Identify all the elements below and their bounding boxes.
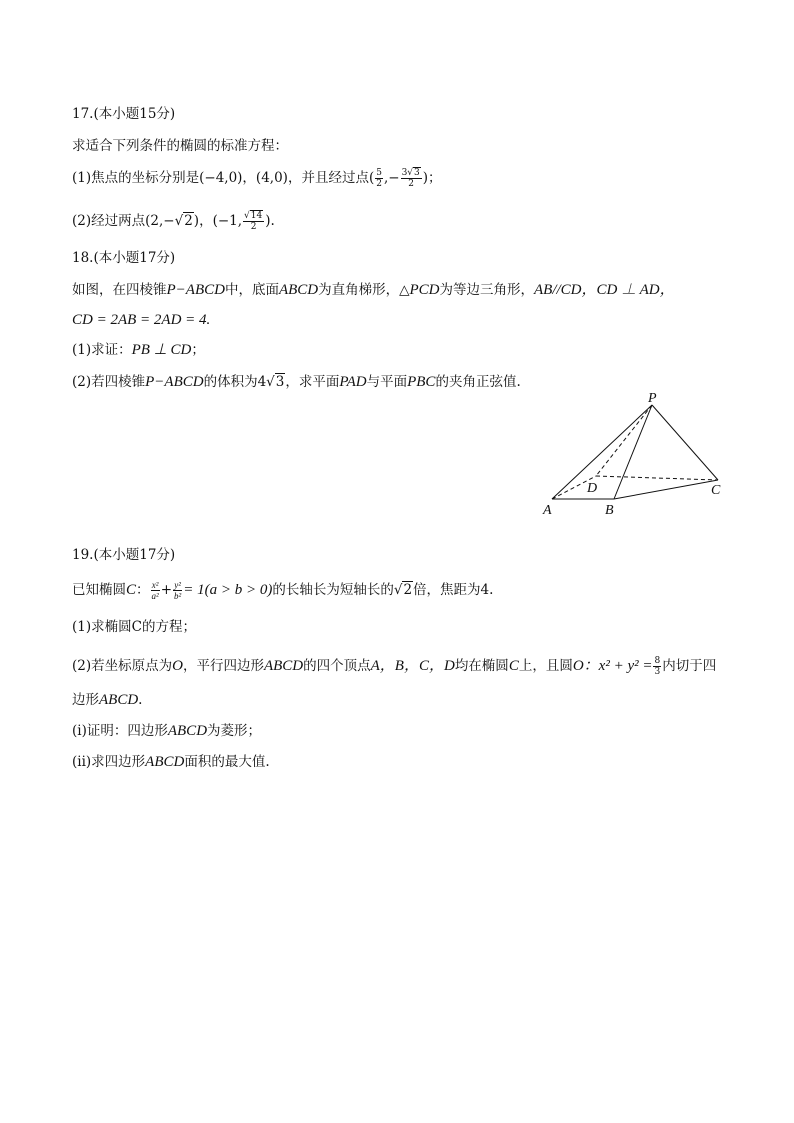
text: 的长轴长为短轴长的 [272, 582, 394, 598]
frac-x [151, 580, 160, 601]
q17-part1 [72, 168, 442, 189]
q18-stem-line2 [72, 310, 210, 330]
sqrt-arg: 3 [414, 168, 420, 178]
math: PB ⊥ CD [131, 342, 192, 358]
sqrt-arg: 3 [275, 374, 285, 390]
math: O：x² + y² = [572, 658, 653, 674]
math: ABCD [278, 282, 319, 298]
text: 如图，在四棱锥 [72, 282, 167, 298]
math: C [126, 582, 137, 598]
label-C: C [711, 483, 721, 498]
math: PCD [409, 282, 440, 298]
q17-p2-suffix: ). [265, 213, 275, 229]
frac-num: 3√3 [401, 168, 420, 178]
text: 为等边三角形， [439, 282, 535, 298]
q17-p1-frac1 [375, 168, 383, 189]
math: ABCD [167, 723, 208, 739]
text: 倍，焦距为4. [413, 582, 494, 598]
q19-header: 19.(本小题17分) [72, 547, 176, 563]
q17-p1-frac2 [401, 168, 422, 189]
frac-num: x² [151, 580, 159, 590]
math: P−ABCD [166, 282, 225, 298]
math: A，B，C，D [370, 658, 455, 674]
q17-p2-prefix: (2)经过两点(2,− [72, 213, 175, 229]
q19-sub1 [72, 721, 261, 741]
text: ，求平面 [285, 374, 340, 390]
q17-p1-prefix: (1)焦点的坐标分别是(−4,0)，(4,0)，并且经过点( [72, 170, 375, 186]
math: P−ABCD [145, 374, 204, 390]
sqrt-arg: 2 [403, 582, 413, 598]
math: C [508, 658, 519, 674]
q17-header: 17.(本小题15分) [72, 106, 176, 122]
math: ABCD [99, 692, 139, 708]
q19-part2-line1 [72, 656, 716, 677]
label-D: D [587, 481, 598, 496]
text: 与平面 [366, 374, 408, 390]
label-P: P [648, 393, 657, 406]
q18-header: 18.(本小题17分) [72, 250, 176, 266]
frac-num: 5 [376, 168, 382, 178]
text: 的四个顶点 [303, 658, 371, 674]
q19-sub2 [72, 752, 270, 772]
frac-den: a² [151, 591, 159, 601]
math: ABCD [145, 754, 185, 770]
q17-p1-suffix: )； [422, 170, 442, 186]
frac-num: √14 [244, 211, 263, 221]
frac-y [173, 580, 182, 601]
text: 边形 [72, 692, 99, 708]
text: 面积的最大值. [184, 754, 270, 770]
q17-p1-mid: ,− [383, 170, 400, 186]
q19-part2-line2 [72, 690, 142, 710]
q19-part1: (1)求椭圆C的方程； [72, 619, 196, 635]
math: = 1(a > b > 0) [183, 582, 273, 598]
math: PBC [407, 374, 436, 390]
text: (ii)求四边形 [72, 754, 146, 770]
sqrt-arg: 2 [184, 213, 193, 229]
text: 内切于四 [662, 658, 717, 674]
math: AB//CD，CD ⊥ AD， [534, 282, 675, 298]
q17-part2: (2)经过两点(2,−√2)，(−1, $\frac{√14}{2}$ ). [72, 211, 275, 232]
frac-num: 8 [654, 656, 661, 666]
q18-part1 [72, 340, 205, 360]
frac-den: 2 [250, 222, 257, 232]
q18-part2: (2)若四棱锥P−ABCD的体积为4√3，求平面PAD与平面PBC的夹角正弦值. [72, 374, 521, 390]
edge-DC [596, 476, 718, 480]
label-B: B [605, 503, 614, 518]
frac-den: 3 [654, 667, 661, 677]
text: 上，且圆 [518, 658, 573, 674]
text: 均在椭圆 [454, 658, 509, 674]
edge-PD [596, 405, 652, 476]
text: (i)证明：四边形 [72, 723, 168, 739]
q18-stem-line1 [72, 280, 675, 300]
text: (1)求证： [72, 342, 132, 358]
edge-PC [652, 405, 718, 480]
text: 为直角梯形，△ [318, 282, 410, 298]
text: ，平行四边形 [182, 658, 264, 674]
math: ABCD [263, 658, 304, 674]
q17-p2-mid: )，(−1, [193, 213, 243, 229]
label-A: A [543, 503, 552, 518]
text: 为菱形； [207, 723, 262, 739]
frac-den: 2 [376, 179, 382, 189]
text: 已知椭圆 [72, 582, 126, 598]
text: . [138, 692, 143, 708]
pyramid-figure [540, 393, 730, 518]
frac-den: b² [174, 591, 182, 601]
math: PAD [339, 374, 367, 390]
q19-stem: 已知椭圆C： $\frac{\text{x²}}{\text{a²}}$ + $\frac{\text{y²}}{\text{b²}}$ = 1(a > b > 0)的长轴长为短轴长的√2倍，焦距为4. [72, 580, 494, 601]
text: ； [191, 342, 205, 358]
q17-p2-frac [243, 211, 264, 232]
edge-PA [552, 405, 652, 499]
frac-r [653, 656, 661, 677]
frac-den: 2 [408, 179, 415, 189]
text: 的体积为4 [203, 374, 267, 390]
edge-PB [614, 405, 652, 499]
frac-num: y² [174, 580, 181, 590]
text: 中，底面 [224, 282, 279, 298]
coef: 3 [401, 168, 408, 178]
text: 的夹角正弦值. [435, 374, 521, 390]
edge-BC [614, 480, 718, 499]
text: (2)若四棱锥 [72, 374, 146, 390]
q17-stem: 求适合下列条件的椭圆的标准方程： [72, 138, 288, 154]
math: CD = 2AB = 2AD = 4. [72, 312, 211, 328]
text: (2)若坐标原点为 [72, 658, 173, 674]
sqrt-arg: 14 [250, 211, 263, 221]
math: O [172, 658, 183, 674]
